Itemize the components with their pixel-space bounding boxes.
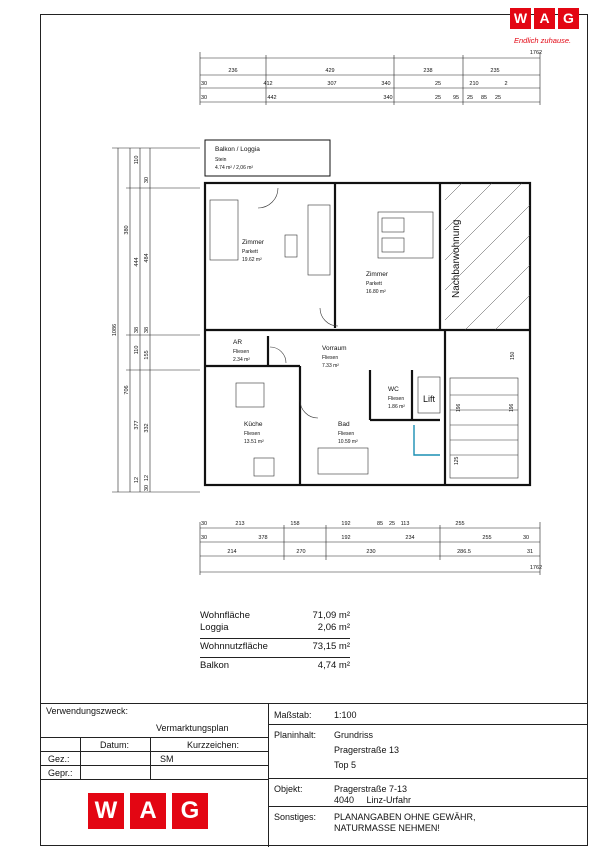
dim-left-mid-3: 38 <box>134 326 140 334</box>
area-value: 71,09 m² <box>312 610 350 621</box>
objekt-label: Objekt: <box>274 784 303 794</box>
massstab-label: Maßstab: <box>274 710 312 720</box>
dim-top-r3-8: 25 <box>494 95 502 101</box>
gez-label: Gez.: <box>48 754 70 764</box>
room-zimmer1-area: 19.62 m² <box>242 257 262 263</box>
room-balkon-name: Balkon / Loggia <box>215 146 260 153</box>
dim-left-in-1: 30 <box>144 176 150 184</box>
area-label: Wohnnutzfläche <box>200 641 268 652</box>
dim-top-r2-2: 412 <box>263 81 273 87</box>
room-zimmer2-name: Zimmer <box>366 271 389 278</box>
room-ar-area: 2.34 m² <box>233 357 250 363</box>
room-kueche-area: 13.51 m² <box>244 439 264 445</box>
dim-left-in-4: 155 <box>144 350 150 360</box>
dim-top-r3-3: 340 <box>383 95 393 101</box>
dim-left-mid-2: 444 <box>134 257 140 267</box>
dim-bot-r3-4: 286.5 <box>457 549 471 555</box>
planinhalt-line: Pragerstraße 13 <box>334 745 400 755</box>
room-bad-floor: Fliesen <box>338 431 355 437</box>
dim-bot-r3-1: 214 <box>227 549 237 555</box>
dim-top-total: 1762 <box>529 50 543 56</box>
logo-letter-w: W <box>88 793 124 829</box>
room-zimmer2-area: 16.80 m² <box>366 289 386 295</box>
dim-bot-r1-5: 85 <box>376 521 384 527</box>
dim-top-r3-7: 85 <box>480 95 488 101</box>
room-vorraum-area: 7.33 m² <box>322 363 339 369</box>
dim-bot-r1-4: 192 <box>341 521 351 527</box>
logo-letter-w: W <box>510 8 531 29</box>
area-row <box>200 610 350 622</box>
stair-num-4: 125 <box>454 456 460 465</box>
dim-top-2: 429 <box>325 68 335 74</box>
area-row <box>200 622 350 634</box>
dim-left-in-5: 332 <box>144 423 150 433</box>
dim-bot-r2-5: 255 <box>482 535 492 541</box>
sonstiges-line: NATURMASSE NEHMEN! <box>334 823 440 833</box>
room-zimmer1-name: Zimmer <box>242 239 265 246</box>
sonstiges-line: PLANANGABEN OHNE GEWÄHR, <box>334 812 476 822</box>
logo-letter-a: A <box>130 793 166 829</box>
area-label: Balkon <box>200 660 230 671</box>
dim-bot-r1-7: 113 <box>400 521 410 527</box>
dim-top-4: 235 <box>490 68 500 74</box>
dim-top-r2-6: 210 <box>469 81 479 87</box>
dim-left-mid-1: 110 <box>134 155 140 165</box>
dim-top-r3-6: 25 <box>466 95 474 101</box>
room-zimmer2-floor: Parkett <box>366 281 382 287</box>
verwendung-label: Verwendungszweck: <box>46 706 129 716</box>
room-wc-name: WC <box>388 386 399 393</box>
objekt-line: 4040 Linz-Urfahr <box>334 795 412 805</box>
wag-logo-bottom <box>88 793 214 829</box>
planinhalt-line: Grundriss <box>334 730 374 740</box>
stair-num-3: 196 <box>509 403 515 412</box>
area-summary <box>200 610 350 672</box>
kurzzeichen-label: Kurzzeichen: <box>187 740 240 750</box>
room-vorraum-floor: Fliesen <box>322 355 339 361</box>
room-vorraum-name: Vorraum <box>322 345 347 352</box>
dim-bot-r2-1: 30 <box>200 535 208 541</box>
dim-bot-r2-6: 30 <box>522 535 530 541</box>
gepr-label: Gepr.: <box>48 768 73 778</box>
room-zimmer1-floor: Parkett <box>242 249 258 255</box>
dim-left-total: 1086 <box>112 323 118 337</box>
dim-left-in-6: 12 <box>144 474 150 482</box>
dim-top-r2-7: 2 <box>504 81 508 87</box>
dim-bot-r2-2: 378 <box>258 535 268 541</box>
dim-bot-r3-5: 31 <box>526 549 534 555</box>
dim-top-r2-3: 307 <box>327 81 337 87</box>
dim-top-3: 238 <box>423 68 433 74</box>
lift-label: Lift <box>423 394 436 404</box>
dim-left-in-2: 484 <box>144 253 150 263</box>
area-label: Wohnfläche <box>200 610 250 621</box>
dim-top-r3-5: 95 <box>452 95 460 101</box>
logo-letter-g: G <box>172 793 208 829</box>
stair-num-2: 196 <box>456 403 462 412</box>
room-balkon-area: 4.74 m² / 2,06 m² <box>215 165 254 171</box>
planinhalt-line: Top 5 <box>334 760 357 770</box>
dim-top-1: 236 <box>228 68 238 74</box>
dim-left-in-3: 38 <box>144 326 150 334</box>
planinhalt-label: Planinhalt: <box>274 730 317 740</box>
area-row <box>200 657 350 672</box>
dim-top-r2-4: 340 <box>381 81 391 87</box>
verwendung-value: Vermarktungsplan <box>156 723 229 733</box>
dim-top-r3-1: 30 <box>200 95 208 101</box>
dim-bot-r3-2: 270 <box>296 549 306 555</box>
dim-top-r3-4: 25 <box>434 95 442 101</box>
massstab-value: 1:100 <box>334 710 357 720</box>
slogan: Endlich zuhause. <box>514 36 572 45</box>
sonstiges-label: Sonstiges: <box>274 812 317 822</box>
gez-value: SM <box>160 754 174 764</box>
dim-top-r3-2: 442 <box>267 95 277 101</box>
dim-bot-r2-3: 192 <box>341 535 351 541</box>
room-kueche-name: Küche <box>244 421 263 428</box>
dim-bot-total: 1762 <box>529 565 543 571</box>
dim-bot-r1-2: 213 <box>235 521 245 527</box>
room-ar-floor: Fliesen <box>233 349 250 355</box>
dim-bot-r1-3: 158 <box>290 521 300 527</box>
dim-left-mid-5: 377 <box>134 420 140 430</box>
logo-letter-a: A <box>534 8 555 29</box>
area-value: 2,06 m² <box>317 622 350 633</box>
stair-num-1: 150 <box>510 351 516 360</box>
room-ar-name: AR <box>233 339 243 346</box>
dim-bot-r1-1: 30 <box>200 521 208 527</box>
objekt-line: Pragerstraße 7-13 <box>334 784 408 794</box>
dim-top-r2-5: 25 <box>434 81 442 87</box>
neighbor-label: Nachbarwohnung <box>451 219 462 298</box>
dim-bot-r1-6: 25 <box>388 521 396 527</box>
dim-left-outer-2: 706 <box>124 385 130 395</box>
dim-bot-r1-8: 255 <box>455 521 465 527</box>
dim-bot-r2-4: 234 <box>405 535 415 541</box>
dim-left-mid-6: 12 <box>134 476 140 484</box>
room-kueche-floor: Fliesen <box>244 431 261 437</box>
room-bad-name: Bad <box>338 421 350 428</box>
room-wc-floor: Fliesen <box>388 396 405 402</box>
area-value: 4,74 m² <box>317 660 350 671</box>
area-value: 73,15 m² <box>312 641 350 652</box>
dim-left-outer-1: 380 <box>124 225 130 235</box>
logo-letter-g: G <box>558 8 579 29</box>
dim-top-r2-1: 30 <box>200 81 208 87</box>
dim-left-mid-4: 110 <box>134 345 140 355</box>
area-label: Loggia <box>200 622 229 633</box>
datum-label: Datum: <box>100 740 130 750</box>
room-balkon-floor: Stein <box>215 157 227 163</box>
dim-left-in-7: 30 <box>144 484 150 492</box>
dim-bot-r3-3: 230 <box>366 549 376 555</box>
room-bad-area: 10.59 m² <box>338 439 358 445</box>
area-row <box>200 638 350 653</box>
room-wc-area: 1.86 m² <box>388 404 405 410</box>
